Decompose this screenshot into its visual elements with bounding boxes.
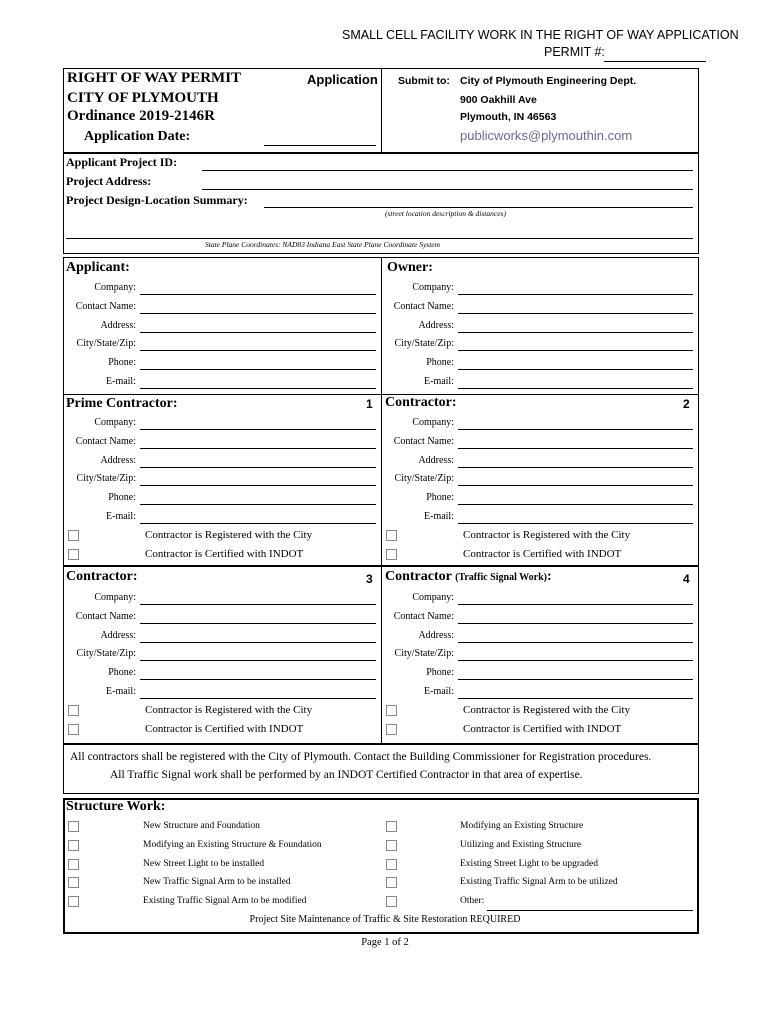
contractor-4-phone-label: Phone: [426, 667, 454, 679]
contractor-3-email-label: E-mail: [106, 686, 136, 697]
structure-left-option: Modifying an Existing Structure & Foundation [143, 839, 322, 850]
submit-address-2: 900 Oakhill Ave [460, 94, 537, 106]
structure-left-checkbox[interactable] [68, 840, 79, 851]
structure-right-option: Existing Traffic Signal Arm to be utilized [460, 877, 618, 888]
owner-address-label: Address: [418, 319, 454, 331]
owner-phone-field[interactable] [458, 369, 693, 370]
contractor-1-email-field[interactable] [140, 523, 376, 524]
submit-email: publicworks@plymouthin.com [460, 128, 633, 143]
contractor-2-number: 2 [683, 397, 690, 411]
contractor-2-certified-checkbox[interactable] [386, 549, 397, 560]
contractor-1-contact-name-field[interactable] [140, 448, 376, 449]
applicant-address-label: Address: [100, 319, 136, 331]
contractor-4-contact-name-label: Contact Name: [393, 610, 454, 622]
permit-heading: RIGHT OF WAY PERMIT [67, 70, 242, 86]
structure-left-option: New Street Light to be installed [143, 858, 265, 869]
contractor-2-company-field[interactable] [458, 429, 693, 430]
contractor-2-phone-label: Phone: [426, 492, 454, 504]
contractor-4-company-field[interactable] [458, 604, 693, 605]
structure-right-option: Utilizing and Existing Structure [460, 839, 582, 850]
contractor-2-registered-text: Contractor is Registered with the City [463, 529, 631, 541]
contractor-1-address-field[interactable] [140, 467, 376, 468]
contractor-4-address-field[interactable] [458, 642, 693, 643]
contractor-1-company-label: Company: [94, 417, 136, 428]
owner-email-field[interactable] [458, 388, 693, 389]
structure-left-checkbox[interactable] [68, 859, 79, 870]
contractor-4-registered-text: Contractor is Registered with the City [463, 704, 631, 716]
applicant-contact-name-field[interactable] [140, 313, 376, 314]
project-summary-label: Project Design-Location Summary: [66, 193, 248, 207]
contractor-1-address-label: Address: [100, 454, 136, 466]
applicant-address-field[interactable] [140, 332, 376, 333]
contractor-4-number: 4 [683, 572, 690, 586]
contractor-4-contact-name-field[interactable] [458, 623, 693, 624]
owner-contact-name-label: Contact Name: [393, 300, 454, 312]
form-title: SMALL CELL FACILITY WORK IN THE RIGHT OF WAY APPLICATION [342, 28, 739, 42]
contractor-2-phone-field[interactable] [458, 504, 693, 505]
contractor-3-address-field[interactable] [140, 642, 376, 643]
contractor-4-email-field[interactable] [458, 698, 693, 699]
contractor-4-email-label: E-mail: [424, 686, 454, 697]
applicant-city-state-zip-label: City/State/Zip: [76, 338, 136, 350]
project-address-label: Project Address: [66, 174, 152, 188]
structure-right-checkbox[interactable] [386, 821, 397, 832]
contractor-3-phone-field[interactable] [140, 679, 376, 680]
contractor-3-certified-checkbox[interactable] [68, 724, 79, 735]
contractor-4-certified-checkbox[interactable] [386, 724, 397, 735]
contractor-2-registered-checkbox[interactable] [386, 530, 397, 541]
structure-footer: Project Site Maintenance of Traffic & Site Restoration REQUIRED [249, 914, 521, 925]
owner-company-field[interactable] [458, 294, 693, 295]
summary-hint: (street location description & distances) [385, 209, 506, 218]
contractor-1-number: 1 [366, 397, 373, 411]
submit-to-label: Submit to: [398, 75, 450, 87]
notice-line-2: All Traffic Signal work shall be performed by an INDOT Certified Contractor in that area of expertise. [110, 769, 583, 781]
contractor-4-heading [385, 569, 552, 585]
structure-left-checkbox[interactable] [68, 821, 79, 832]
project-id-label: Applicant Project ID: [66, 155, 178, 169]
owner-company-label: Company: [412, 282, 454, 293]
owner-phone-label: Phone: [426, 357, 454, 369]
structure-left-option: New Structure and Foundation [143, 821, 260, 831]
contractor-2-city-state-zip-label: City/State/Zip: [394, 473, 454, 485]
contractor-3-number: 3 [366, 572, 373, 586]
project-summary-field[interactable] [264, 207, 693, 208]
applicant-heading: Applicant: [66, 260, 130, 275]
structure-left-checkbox[interactable] [68, 877, 79, 888]
structure-right-checkbox[interactable] [386, 877, 397, 888]
structure-left-option: New Traffic Signal Arm to be installed [143, 877, 291, 888]
contractor-4-certified-text: Contractor is Certified with INDOT [463, 722, 622, 735]
contractor-1-company-field[interactable] [140, 429, 376, 430]
structure-right-option: Existing Street Light to be upgraded [460, 858, 598, 869]
application-label: Application [307, 72, 378, 87]
permit-number-label: PERMIT #: [544, 45, 605, 59]
submit-address-3: Plymouth, IN 46563 [460, 111, 557, 123]
contractor-4-address-label: Address: [418, 629, 454, 641]
city-heading: CITY OF PLYMOUTH [67, 90, 219, 106]
contractor-4-colon: : [546, 569, 552, 584]
contractor-3-company-field[interactable] [140, 604, 376, 605]
owner-address-field[interactable] [458, 332, 693, 333]
contractor-4-registered-checkbox[interactable] [386, 705, 397, 716]
applicant-phone-label: Phone: [108, 357, 136, 369]
contractor-2-address-label: Address: [418, 454, 454, 466]
contractor-4-phone-field[interactable] [458, 679, 693, 680]
owner-heading: Owner: [387, 260, 433, 275]
contractor-1-phone-label: Phone: [108, 492, 136, 504]
structure-right-checkbox[interactable] [386, 840, 397, 851]
contractor-3-city-state-zip-label: City/State/Zip: [76, 648, 136, 660]
contractor-3-phone-label: Phone: [108, 667, 136, 679]
contractor-3-registered-text: Contractor is Registered with the City [145, 704, 313, 716]
contractor-4-subtitle: (Traffic Signal Work) [455, 572, 547, 583]
structure-right-option: Other: [460, 896, 485, 907]
contractor-2-contact-name-field[interactable] [458, 448, 693, 449]
page-number: Page 1 of 2 [361, 937, 409, 948]
contractor-2-address-field[interactable] [458, 467, 693, 468]
structure-right-checkbox[interactable] [386, 896, 397, 907]
contractor-2-company-label: Company: [412, 417, 454, 428]
contractor-2-contact-name-label: Contact Name: [393, 435, 454, 447]
contractor-3-address-label: Address: [100, 629, 136, 641]
contractor-3-certified-text: Contractor is Certified with INDOT [145, 722, 304, 735]
contractor-1-registered-text: Contractor is Registered with the City [145, 529, 313, 541]
contractor-4-company-label: Company: [412, 592, 454, 603]
structure-right-option: Modifying an Existing Structure [460, 821, 584, 831]
contractor-3-city-state-zip-field[interactable] [140, 660, 376, 661]
contractor-1-registered-checkbox[interactable] [68, 530, 79, 541]
contractor-2-certified-text: Contractor is Certified with INDOT [463, 547, 622, 560]
notice-line-1: All contractors shall be registered with the City of Plymouth. Contact the Building Commissioner for Registration procedures. [70, 751, 652, 763]
contractor-3-email-field[interactable] [140, 698, 376, 699]
owner-email-label: E-mail: [424, 376, 454, 387]
applicant-email-label: E-mail: [106, 376, 136, 387]
applicant-company-field[interactable] [140, 294, 376, 295]
contractor-2-heading: Contractor: [385, 395, 457, 410]
structure-left-checkbox[interactable] [68, 896, 79, 907]
contractor-1-phone-field[interactable] [140, 504, 376, 505]
owner-contact-name-field[interactable] [458, 313, 693, 314]
contractor-1-certified-checkbox[interactable] [68, 549, 79, 560]
contractor-3-registered-checkbox[interactable] [68, 705, 79, 716]
owner-city-state-zip-label: City/State/Zip: [394, 338, 454, 350]
contractor-3-contact-name-field[interactable] [140, 623, 376, 624]
applicant-phone-field[interactable] [140, 369, 376, 370]
contractor-1-certified-text: Contractor is Certified with INDOT [145, 547, 304, 560]
contractor-4-city-state-zip-label: City/State/Zip: [394, 648, 454, 660]
contractor-2-city-state-zip-field[interactable] [458, 485, 693, 486]
applicant-city-state-zip-field[interactable] [140, 350, 376, 351]
contractor-1-email-label: E-mail: [106, 511, 136, 522]
applicant-email-field[interactable] [140, 388, 376, 389]
permit-number-field[interactable] [604, 61, 706, 62]
contractor-1-city-state-zip-field[interactable] [140, 485, 376, 486]
contractor-4-title: Contractor [385, 569, 452, 584]
contractor-3-company-label: Company: [94, 592, 136, 603]
coordinates-hint: State Plane Coordinates: NAD83 Indiana East State Plane Coordinate System [205, 240, 441, 249]
project-id-field[interactable] [202, 170, 693, 171]
structure-work-heading: Structure Work: [66, 799, 166, 814]
project-summary-field-2[interactable] [66, 238, 693, 239]
structure-left-option: Existing Traffic Signal Arm to be modified [143, 896, 307, 907]
contractor-2-email-label: E-mail: [424, 511, 454, 522]
ordinance-heading: Ordinance 2019-2146R [67, 108, 215, 124]
prime-contractor-heading: Prime Contractor: [66, 396, 178, 411]
other-field[interactable] [487, 910, 693, 911]
structure-right-checkbox[interactable] [386, 859, 397, 870]
application-date-field[interactable] [264, 145, 376, 146]
submit-address-1: City of Plymouth Engineering Dept. [460, 75, 637, 87]
applicant-company-label: Company: [94, 282, 136, 293]
applicant-contact-name-label: Contact Name: [75, 300, 136, 312]
contractor-2-email-field[interactable] [458, 523, 693, 524]
contractor-3-contact-name-label: Contact Name: [75, 610, 136, 622]
contractor-3-heading: Contractor: [66, 569, 138, 584]
contractor-1-city-state-zip-label: City/State/Zip: [76, 473, 136, 485]
application-date-label: Application Date: [84, 129, 191, 144]
project-address-field[interactable] [202, 189, 693, 190]
contractor-1-contact-name-label: Contact Name: [75, 435, 136, 447]
contractor-4-city-state-zip-field[interactable] [458, 660, 693, 661]
owner-city-state-zip-field[interactable] [458, 350, 693, 351]
